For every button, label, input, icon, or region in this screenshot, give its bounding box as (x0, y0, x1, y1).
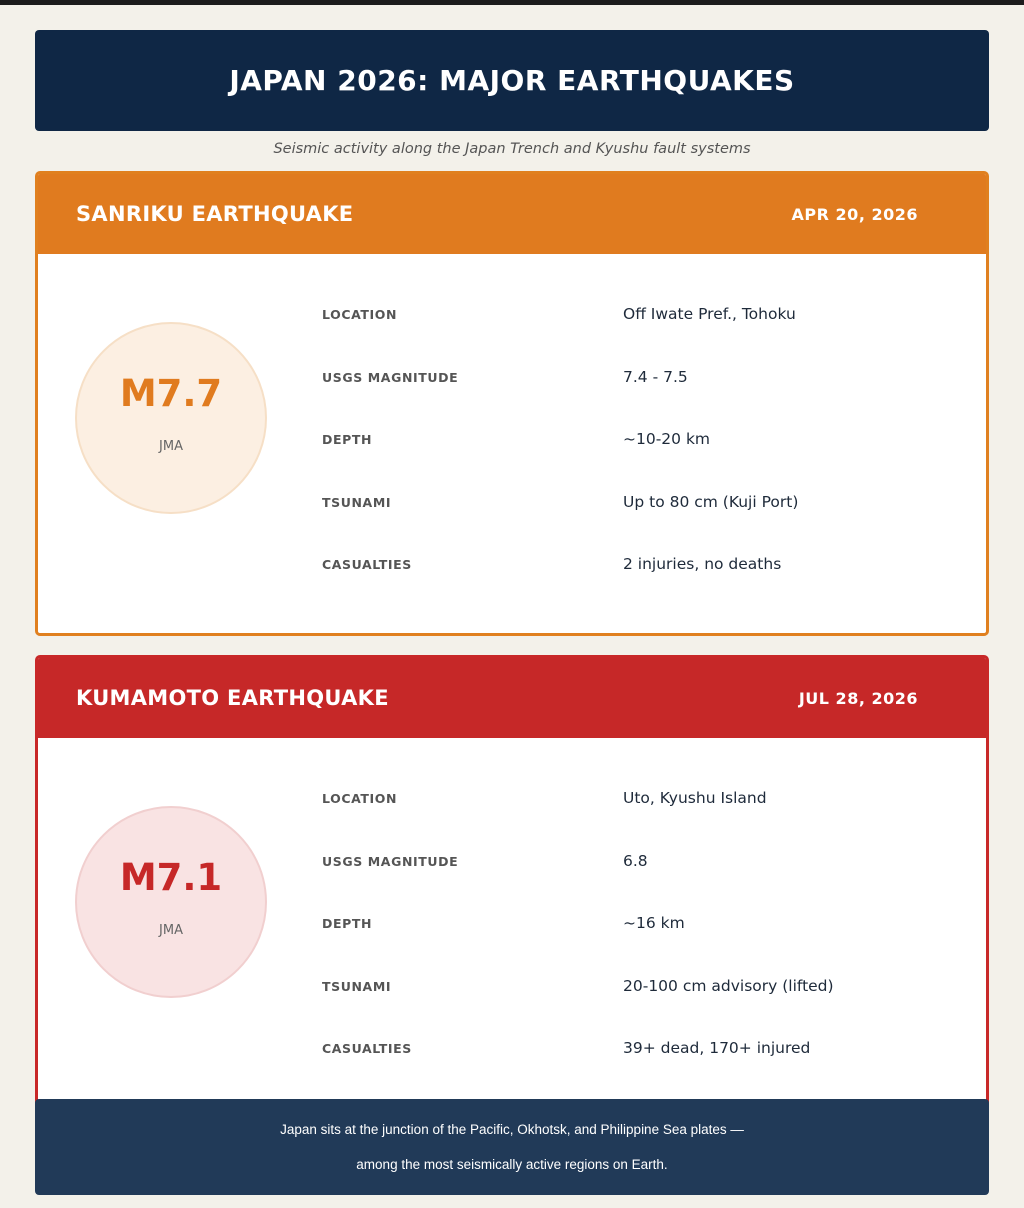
footer-line-2: among the most seismically active regions on Earth. (356, 1157, 668, 1172)
quake-card-sanriku (35, 171, 989, 636)
detail-value: ~10-20 km (623, 430, 711, 448)
quake-name: SANRIKU EARTHQUAKE (76, 202, 354, 226)
detail-value: 6.8 (623, 852, 648, 870)
detail-value: 20-100 cm advisory (lifted) (623, 977, 834, 995)
magnitude-value: M7.1 (119, 856, 223, 899)
detail-row-location (322, 304, 962, 324)
detail-row-usgs-magnitude (322, 851, 962, 871)
detail-row-tsunami (322, 492, 962, 512)
detail-value: 7.4 - 7.5 (623, 368, 688, 386)
detail-value: 2 injuries, no deaths (623, 555, 782, 573)
detail-label: DEPTH (322, 915, 373, 931)
footer-line-1: Japan sits at the junction of the Pacific, Okhotsk, and Philippine Sea plates — (280, 1122, 744, 1137)
card-header (38, 658, 986, 738)
magnitude-scale: JMA (159, 439, 183, 454)
page-subtitle: Seismic activity along the Japan Trench and Kyushu fault systems (273, 141, 751, 157)
detail-value: ~16 km (623, 914, 685, 932)
detail-value: Off Iwate Pref., Tohoku (623, 305, 796, 323)
detail-row-depth (322, 913, 962, 933)
magnitude-badge (75, 806, 267, 998)
detail-row-casualties (322, 1038, 962, 1058)
detail-label: TSUNAMI (322, 978, 392, 994)
detail-row-tsunami (322, 976, 962, 996)
detail-label: CASUALTIES (322, 1040, 412, 1056)
detail-value: 39+ dead, 170+ injured (623, 1039, 811, 1057)
detail-row-usgs-magnitude (322, 367, 962, 387)
magnitude-value: M7.7 (119, 372, 223, 415)
magnitude-scale: JMA (159, 923, 183, 938)
detail-label: LOCATION (322, 306, 398, 322)
top-border (0, 0, 1024, 5)
detail-label: LOCATION (322, 790, 398, 806)
detail-row-casualties (322, 554, 962, 574)
quake-date: JUL 28, 2026 (798, 688, 918, 708)
detail-label: USGS MAGNITUDE (322, 853, 459, 869)
title-banner (35, 30, 989, 131)
footer-note (35, 1099, 989, 1195)
detail-label: DEPTH (322, 431, 373, 447)
quake-name: KUMAMOTO EARTHQUAKE (76, 686, 389, 710)
quake-date: APR 20, 2026 (791, 204, 918, 224)
detail-label: CASUALTIES (322, 556, 412, 572)
detail-row-depth (322, 429, 962, 449)
page-title: JAPAN 2026: MAJOR EARTHQUAKES (229, 64, 795, 97)
detail-value: Uto, Kyushu Island (623, 789, 767, 807)
magnitude-badge (75, 322, 267, 514)
detail-value: Up to 80 cm (Kuji Port) (623, 493, 799, 511)
detail-label: USGS MAGNITUDE (322, 369, 459, 385)
card-header (38, 174, 986, 254)
quake-card-kumamoto (35, 655, 989, 1120)
detail-row-location (322, 788, 962, 808)
detail-label: TSUNAMI (322, 494, 392, 510)
